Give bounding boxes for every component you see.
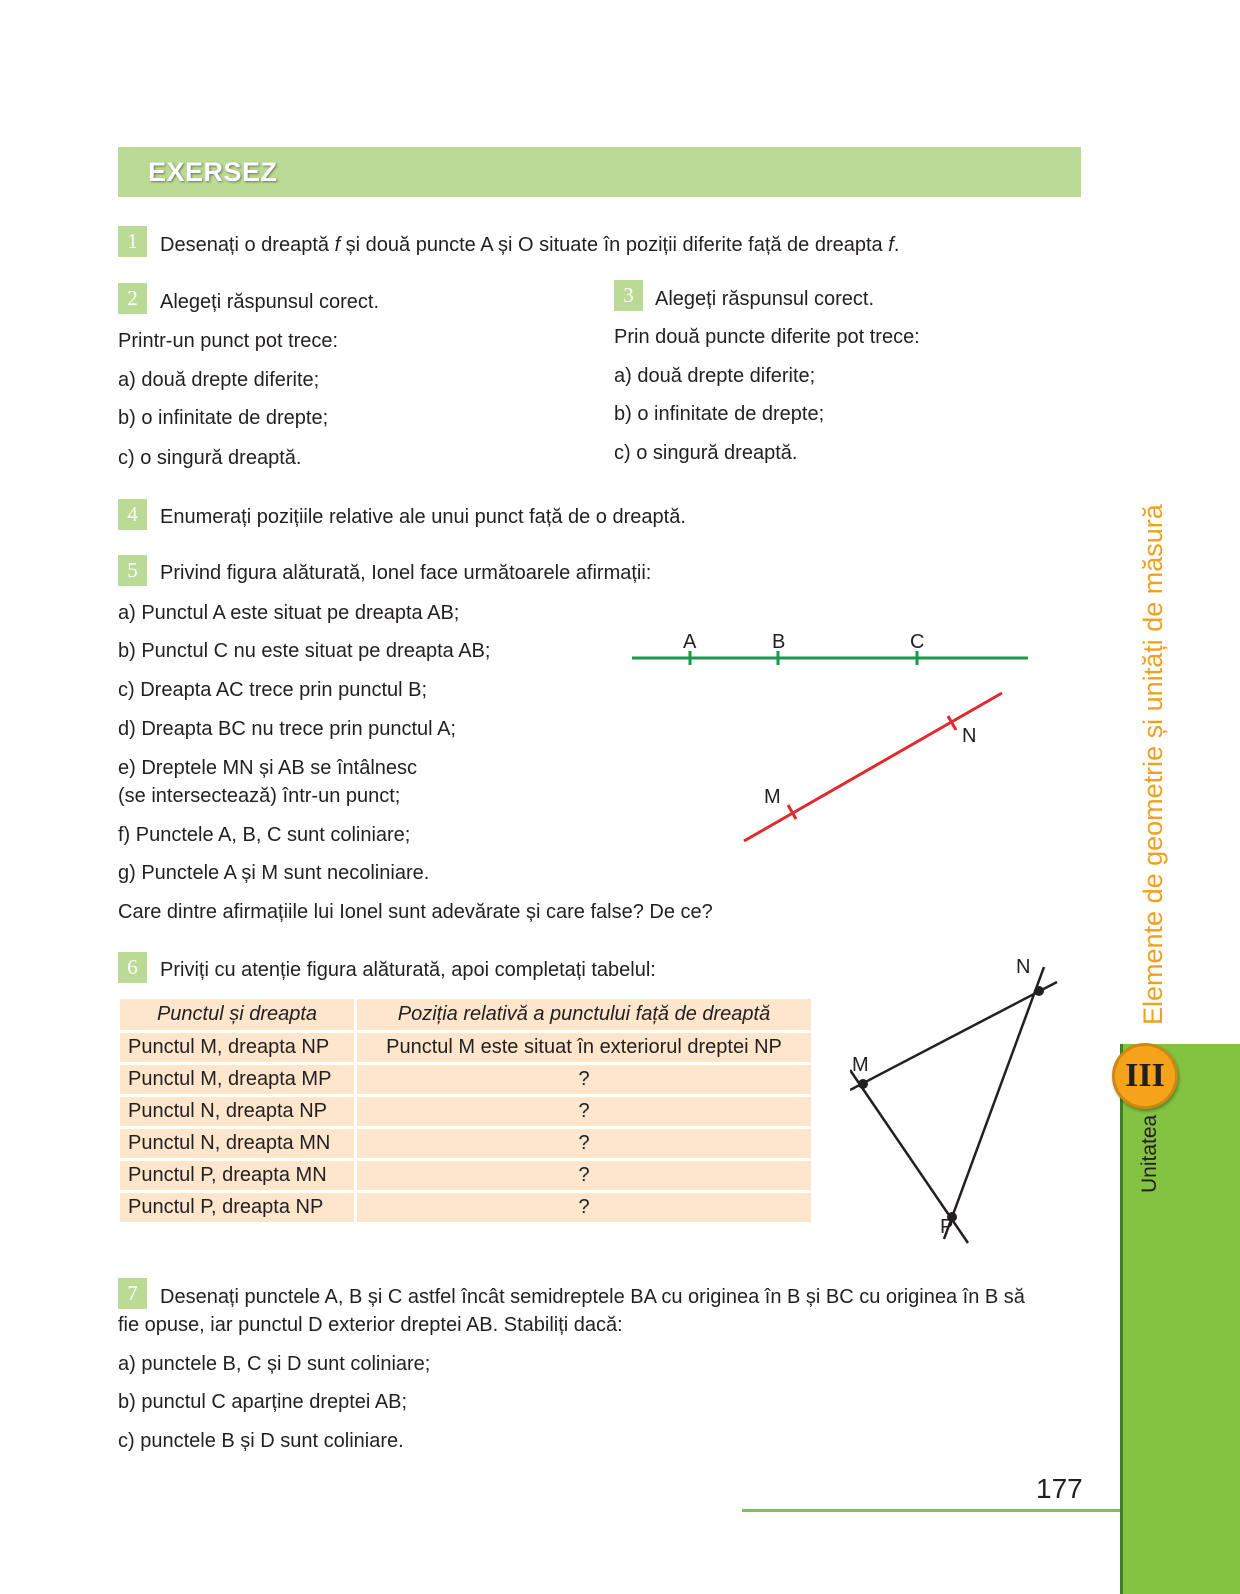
table-header-row xyxy=(120,999,811,1030)
exercise-2-prompt: Alegeți răspunsul corect. xyxy=(160,291,380,313)
label-c: C xyxy=(910,631,925,653)
exercise-7-line1: Desenați punctele A, B și C astfel încât semidreptele BA cu originea în B și BC cu originea în B să xyxy=(160,1286,1025,1308)
exercise-3-option-c: c) o singură dreaptă. xyxy=(614,442,798,464)
table-cell: ? xyxy=(357,1193,811,1222)
label-a: A xyxy=(683,631,697,653)
table-row xyxy=(120,1161,811,1190)
table-cell: Punctul M este situat în exteriorul dreptei NP xyxy=(357,1033,811,1062)
exercise-6-intro: Priviți cu atenție figura alăturată, apoi completați tabelul: xyxy=(160,959,656,981)
exercise-7-item-c: c) punctele B și D sunt coliniare. xyxy=(118,1430,404,1452)
exercise-3-option-b: b) o infinitate de drepte; xyxy=(614,403,825,425)
chapter-title: Elemente de geometrie și unități de măsură xyxy=(1138,504,1168,1025)
line-mn xyxy=(850,982,1057,1090)
table-row xyxy=(120,1097,811,1126)
unit-label: Unitatea xyxy=(1138,1114,1161,1193)
label-b: B xyxy=(772,631,786,653)
exercise-2-option-a: a) două drepte diferite; xyxy=(118,369,320,391)
exercise-5-statement-d: d) Dreapta BC nu trece prin punctul A; xyxy=(118,718,456,740)
table-cell: ? xyxy=(357,1129,811,1158)
exercise-6-figure xyxy=(850,955,1070,1245)
exercise-number-7: 7 xyxy=(118,1278,147,1309)
label-n: N xyxy=(1016,956,1031,978)
exercise-3-option-a: a) două drepte diferite; xyxy=(614,365,816,387)
exercise-3-prompt: Alegeți răspunsul corect. xyxy=(655,288,875,310)
table-cell: ? xyxy=(357,1161,811,1190)
exercise-number-3: 3 xyxy=(614,280,643,311)
exercise-number-5: 5 xyxy=(118,555,147,586)
table-row xyxy=(120,1193,811,1222)
exercise-number-2: 2 xyxy=(118,283,147,314)
exercise-5-figure xyxy=(620,620,1040,852)
exercise-number-4: 4 xyxy=(118,499,147,530)
label-m: M xyxy=(852,1054,869,1076)
table-row xyxy=(120,1065,811,1094)
line-mn xyxy=(744,693,1002,841)
exercise-5-statement-f: f) Punctele A, B, C sunt coliniare; xyxy=(118,824,411,846)
exercise-2-stem: Printr-un punct pot trece: xyxy=(118,330,339,352)
unit-sidebar-edge xyxy=(1120,1044,1123,1594)
exercise-5-statement-c: c) Dreapta AC trece prin punctul B; xyxy=(118,679,428,701)
exercise-3-stem: Prin două puncte diferite pot trece: xyxy=(614,326,920,348)
table-cell: Punctul P, dreapta NP xyxy=(120,1193,354,1222)
table-cell: Punctul N, dreapta NP xyxy=(120,1097,354,1126)
exercise-2-option-b: b) o infinitate de drepte; xyxy=(118,407,329,429)
exercise-5-question: Care dintre afirmațiile lui Ionel sunt adevărate și care false? De ce? xyxy=(118,901,713,923)
table-cell: Punctul M, dreapta NP xyxy=(120,1033,354,1062)
exercise-4-text: Enumerați pozițiile relative ale unui punct față de o dreaptă. xyxy=(160,506,686,528)
exercise-number-6: 6 xyxy=(118,952,147,983)
table-row xyxy=(120,1033,811,1062)
exercise-5-statement-g: g) Punctele A și M sunt necoliniare. xyxy=(118,862,430,884)
table-cell: Punctul N, dreapta MN xyxy=(120,1129,354,1158)
label-p: P xyxy=(940,1216,954,1238)
exercise-6-table xyxy=(117,996,814,1225)
table-header: Poziția relativă a punctului față de dreaptă xyxy=(357,999,811,1030)
line-np xyxy=(944,967,1044,1239)
table-header: Punctul și dreapta xyxy=(120,999,354,1030)
point-m xyxy=(858,1079,868,1089)
exercise-5-statement-a: a) Punctul A este situat pe dreapta AB; xyxy=(118,602,460,624)
exercise-7-item-b: b) punctul C aparține dreptei AB; xyxy=(118,1391,408,1413)
table-cell: ? xyxy=(357,1097,811,1126)
exercise-5-statement-b: b) Punctul C nu este situat pe dreapta AB; xyxy=(118,640,491,662)
unit-number: III xyxy=(1125,1057,1165,1094)
footer-rule xyxy=(742,1509,1120,1512)
exercise-7-line2: fie opuse, iar punctul D exterior dreptei AB. Stabiliți dacă: xyxy=(118,1314,623,1336)
exercise-1-text: Desenați o dreaptă f și două puncte A și O situate în poziții diferite față de dreapta f. xyxy=(160,234,900,256)
point-n xyxy=(1034,986,1044,996)
label-m: M xyxy=(764,786,781,808)
section-header-bar xyxy=(118,147,1081,197)
label-n: N xyxy=(962,725,977,747)
unit-badge xyxy=(1112,1043,1178,1109)
exercise-5-statement-e-line2: (se intersectează) într-un punct; xyxy=(118,785,401,807)
table-row xyxy=(120,1129,811,1158)
exercise-2-option-c: c) o singură dreaptă. xyxy=(118,447,302,469)
table-cell: ? xyxy=(357,1065,811,1094)
table-cell: Punctul P, dreapta MN xyxy=(120,1161,354,1190)
exercise-5-statement-e-line1: e) Dreptele MN și AB se întâlnesc xyxy=(118,757,418,779)
exercise-number-1: 1 xyxy=(118,226,147,257)
page-number: 177 xyxy=(1036,1473,1083,1504)
line-ab xyxy=(632,651,1028,665)
section-header-title: EXERSEZ xyxy=(148,157,278,187)
exercise-5-intro: Privind figura alăturată, Ionel face următoarele afirmații: xyxy=(160,562,652,584)
exercise-7-item-a: a) punctele B, C și D sunt coliniare; xyxy=(118,1353,431,1375)
table-cell: Punctul M, dreapta MP xyxy=(120,1065,354,1094)
